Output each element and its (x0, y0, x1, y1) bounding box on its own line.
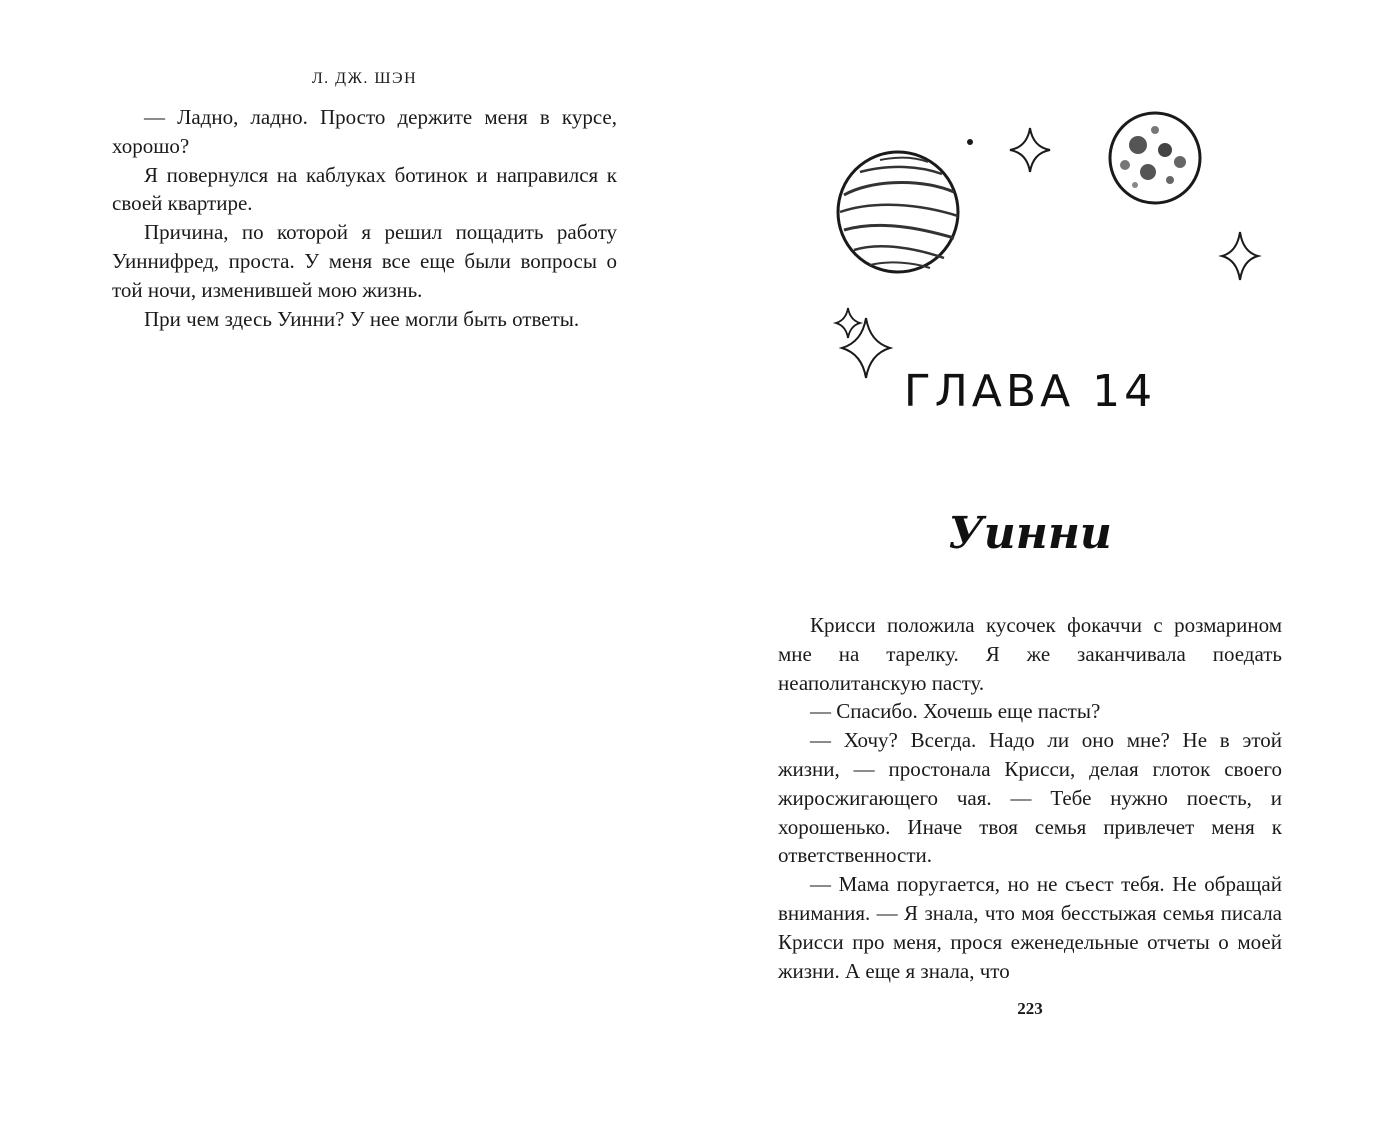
page-number: 223 (1017, 999, 1043, 1018)
chapter-name: Уинни (948, 508, 1112, 559)
paragraph: Причина, по которой я решил пощадить работу Уиннифред, проста. У меня все еще были вопросы о той ночи, изменившей мою жизнь. (112, 220, 617, 302)
right-page-text (778, 611, 1282, 985)
sparkle-star-icon (1010, 128, 1050, 172)
paragraph: — Спасибо. Хочешь еще пасты? (810, 699, 1101, 724)
sparkle-star-icon (836, 308, 860, 338)
chapter-title: ГЛАВА 14 (903, 366, 1157, 417)
dot-icon (967, 139, 973, 145)
moon-icon (1110, 113, 1200, 203)
sparkle-star-icon (1222, 232, 1258, 280)
paragraph: — Ладно, ладно. Просто держите меня в курсе, хорошо? (112, 105, 617, 158)
paragraph: При чем здесь Уинни? У нее могли быть ответы. (144, 306, 580, 331)
running-head: Л. ДЖ. ШЭН (311, 70, 418, 87)
paragraph: — Хочу? Всегда. Надо ли оно мне? Не в этой жизни, — простонала Крисси, делая глоток своего жиросжигающего чая. — Тебе нужно поесть, и хорошенько. Иначе твоя семья привлечет меня к ответственности. (778, 728, 1282, 868)
paragraph: Я повернулся на каблуках ботинок и направился к своей квартире. (112, 162, 617, 216)
paragraph: Крисси положила кусочек фокаччи с розмарином мне на тарелку. Я же заканчивала поедать неаполитанскую пасту. (778, 613, 1282, 695)
paragraph: — Мама поругается, но не съест тебя. Не обращай внимания. — Я знала, что моя бесстыжая семья писала Крисси про меня, прося еженедельные отчеты о моей жизни. А еще я знала, что (778, 872, 1282, 983)
planet-icon (838, 152, 958, 272)
chapter-illustration (820, 100, 1300, 400)
left-page-text (112, 103, 617, 333)
